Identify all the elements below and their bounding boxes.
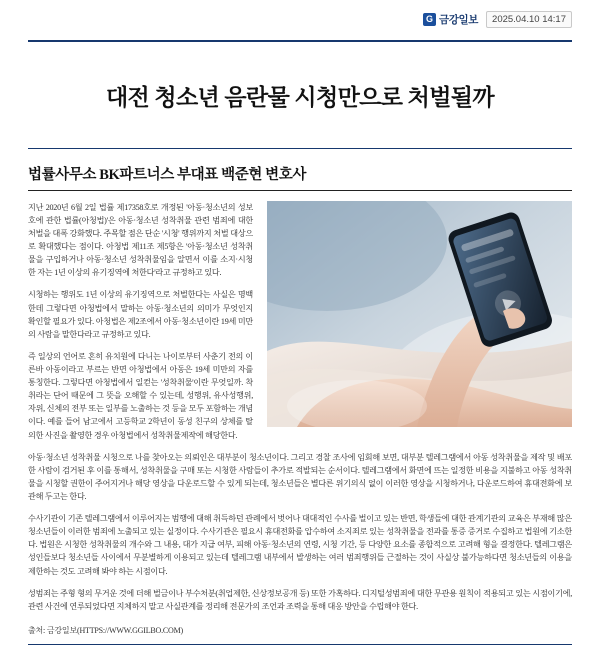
article-source: 출처: 금강일보(HTTPS://WWW.GGILBO.COM) <box>28 625 183 635</box>
header-divider-bottom <box>28 148 572 149</box>
publisher-logo <box>423 12 478 27</box>
publisher-name: 금강일보 <box>439 13 479 26</box>
article-photo <box>267 201 572 427</box>
page-title: 대전 청소년 음란물 시청만으로 처벌될까 <box>105 85 495 111</box>
paragraph: 수사기관이 기존 텔레그램에서 이루어지는 범행에 대해 취득하던 관례에서 벗어나 대대적인 수사를 벌이고 있는 반면, 학생들에 대한 관계기관의 교육은 부재해 많은 청소년들이 이러한 범죄에 노출되고 있는 실정이다. 수사기관은 필요시 휴대전화를 압수하여 소지죄로 있는 성착취물을 전과를 통증 증거로 수집하고 법원에 기소한다. 법원은 시청한 성착취물의 개수와 그 내용, 대가 지급 여부, 피해 아동·청소년의 연령, 시청 기간, 등 다양한 요소를 종합적으로 고려해 형을 결정한다. 텔레그램은 성인들보다 청소년들 사이에서 무분별하게 이용되고 있는데 텔레그램 내부에서 발생하는 여러 범죄행위들 근절하는 것이 사실상 불가능하다면 청소년들의 이용을 제한하는 것도 고려해 봐야 하는 시점이다. <box>28 514 572 576</box>
paragraph: 즉 일상의 언어로 혼히 유치원에 다니는 나이로부터 사춘기 전의 이른바 아동이라고 부르는 반면 아청법에서 아동은 19세 미만의 자를 통칭한다. 그렇다면 아청법에서 일컫는 '성착취물'이란 무엇일까. 착취라는 단어 때문에 그 뜻을 오해할 수 있는데, 성행위, 유사성행위, 자위, 신체의 전부 또는 일부를 노출하는 것 등을 모두 포함하는 개념이다. 예를 들어 남고에서 고등학교 2학년이 동성 친구의 상체를 탈의한 사진을 촬영한 경우 아청법에서 성착취물제작에 해당한다. <box>28 351 253 440</box>
subhead-divider <box>28 190 572 191</box>
header-divider-top <box>28 40 572 42</box>
article-subhead: 법률사무소 BK파트너스 부대표 백준현 변호사 <box>28 166 306 183</box>
paragraph: 아동·청소년 성착취물 시청으로 나를 찾아오는 의뢰인은 대부분이 청소년이다. 그리고 경찰 조사에 임회해 보면, 대부분 텔레그램에서 아동 성착취물을 제작 및 배포한 사람이 검거된 후 이를 통해서, 성착취물을 구매 또는 시청한 사람들이 추가로 적발되는 순서이다. 텔레그램에서 화면에 뜨는 일정한 비용을 지불하고 아동 성착취물을 시청할 권한이 주어지거나 해당 영상을 다운로드할 수 있게 되는데, 청소년들은 별다른 위기의식 없이 이러한 영상을 시청하거나, 다운로드하여 휴대전화에 보관해 두고는 한다. <box>28 452 572 501</box>
publisher-mark-icon: G <box>423 13 436 26</box>
masthead-bar <box>28 0 572 38</box>
photo-illustration <box>267 201 572 427</box>
publish-timestamp: 2025.04.10 14:17 <box>486 11 572 28</box>
paragraph: 지난 2020년 6월 2일 법률 제17358호로 개정된 '아동·청소년의 성보호에 관한 법률(아청법)'은 아동·청소년 성착취물 관련 범죄에 대한 처벌을 대폭 강화했다. 주목할 점은 단순 '시청' 행위까지 처벌 대상으로 확대했다는 점이다. 아청법 제11조 제5항은 '아동·청소년 성착취물을 구입하거나 아동·청소년 성착취물임을 알면서 이를 소지·시청한 자는 1년 이상의 유기징역에 처한다'라고 규정하고 있다. <box>28 202 253 278</box>
paragraph: 시청하는 행위도 1년 이상의 유기징역으로 처벌한다는 사실은 명백한데 그렇다면 아청법에서 말하는 아동·청소년의 의미가 무엇인지 확인할 필요가 있다. 아청법은 제2조에서 아동·청소년이란 19세 미만의 사람을 말한다라고 규정하고 있다. <box>28 290 253 339</box>
paragraph: 성범죄는 주형 형의 무거운 것에 더해 벌금이나 부수처분(취업제한, 신상정보공개 등) 또한 가혹하다. 디지털성범죄에 대한 무관용 원칙이 적용되고 있는 시점이기에, 관련 사건에 연루되었다면 지체하지 말고 사실관계를 정리해 전문가의 조언과 조력을 통해 대응 방안을 수립해야 한다. <box>28 588 572 611</box>
